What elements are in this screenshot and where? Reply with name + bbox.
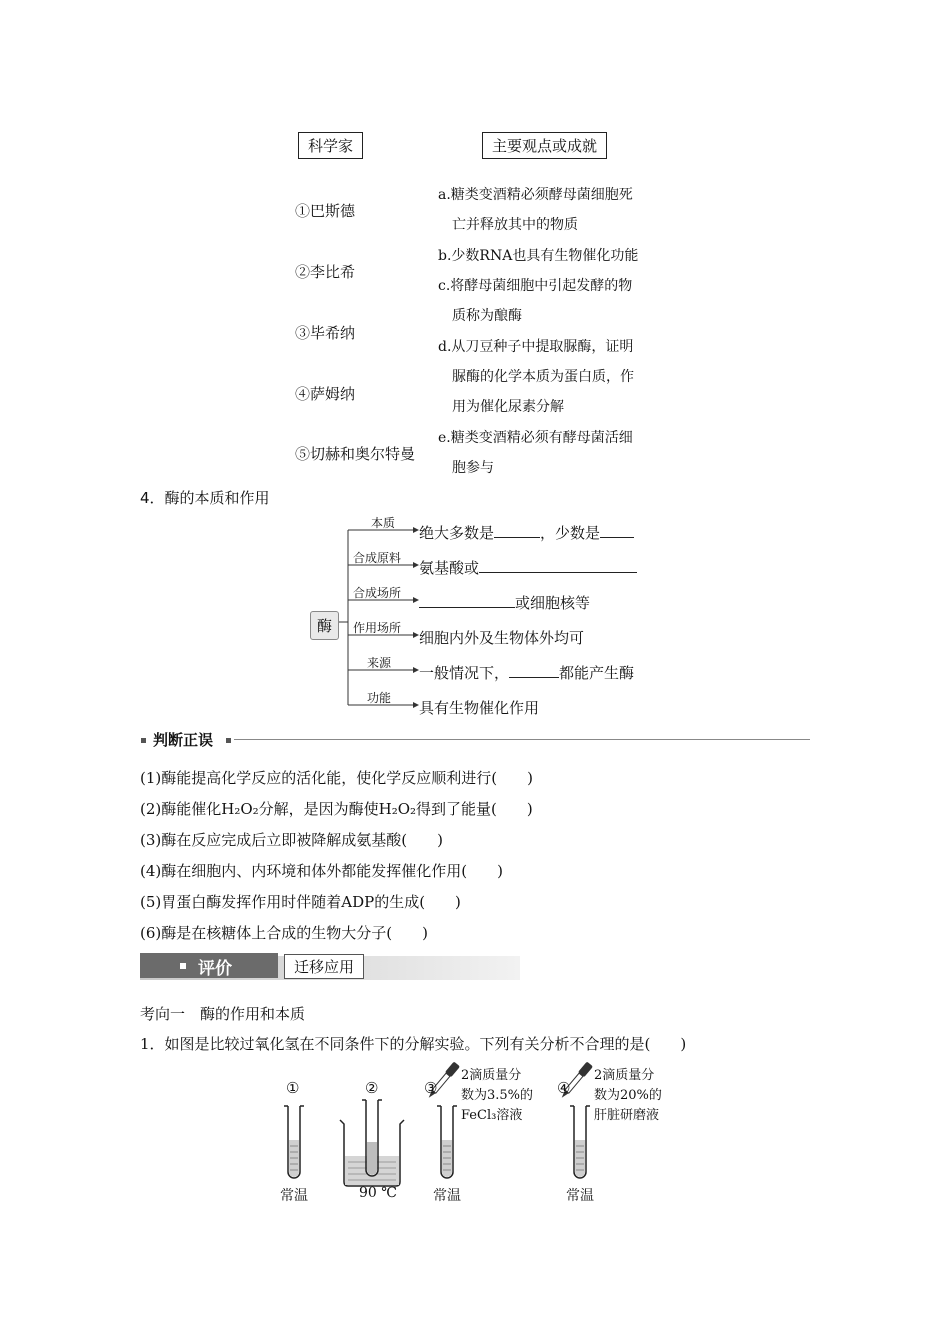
bullet-square (226, 738, 231, 743)
fill-blank[interactable] (419, 593, 515, 608)
row-label: 作用场所 (353, 621, 402, 635)
tube-number: ③ (424, 1079, 438, 1097)
achievement-line: 脲酶的化学本质为蛋白质，作 (452, 369, 634, 385)
banner-right-label: 迁移应用 (284, 954, 364, 979)
achievement-line: 用为催化尿素分解 (452, 399, 564, 415)
achievement-line: 质称为酿酶 (452, 308, 522, 324)
row-content-action-site: 细胞内外及生物体外均可 (419, 629, 585, 647)
reagent-line: 2滴质量分 (594, 1068, 655, 1083)
enzyme-center-box: 酶 (310, 611, 339, 640)
reagent-line: 2滴质量分 (461, 1068, 522, 1083)
row-label: 本质 (371, 516, 396, 530)
row-content-essence (419, 522, 634, 543)
row-label: 合成场所 (353, 586, 402, 600)
banner-left-label: 评价 (198, 959, 232, 979)
direction-title: 考向一 酶的作用和本质 (140, 1005, 306, 1023)
row-text: 或细胞核等 (515, 594, 591, 612)
row-label: 合成原料 (353, 551, 402, 565)
row-text: 都能产生酶 (559, 664, 635, 682)
header-achievement: 主要观点或成就 (482, 132, 607, 159)
row-label: 功能 (367, 691, 392, 705)
reagent-label-3 (461, 1066, 533, 1126)
achievement-line: c.将酵母菌细胞中引起发酵的物 (438, 278, 633, 294)
row-text: 一般情况下， (419, 664, 510, 682)
scientist-2: ②李比希 (295, 263, 356, 281)
achievement-line: 胞参与 (452, 460, 494, 476)
tube-condition: 90 ℃ (359, 1185, 397, 1201)
test-tube-4 (570, 1106, 590, 1178)
beaker-with-tube-2 (340, 1100, 404, 1186)
tube-number: ④ (557, 1079, 571, 1097)
judge-title: 判断正误 (153, 731, 214, 749)
achievement-line: a.糖类变酒精必须酵母菌细胞死 (438, 187, 633, 203)
row-content-material (419, 557, 637, 578)
row-text: 绝大多数是 (419, 524, 495, 542)
tube-number: ② (365, 1079, 379, 1097)
reagent-line: 数为20%的 (594, 1088, 662, 1103)
row-text: ，少数是 (540, 524, 601, 542)
achievement-line: d.从刀豆种子中提取脲酶，证明 (438, 339, 634, 355)
fill-blank[interactable] (479, 558, 637, 573)
reagent-line: 肝脏研磨液 (594, 1108, 660, 1123)
tube-condition: 常温 (433, 1188, 461, 1204)
header-scientist: 科学家 (298, 132, 363, 159)
fill-blank[interactable] (494, 523, 540, 538)
reagent-line: 数为3.5%的 (461, 1088, 534, 1103)
tube-number: ① (286, 1079, 300, 1097)
banner-left-block (140, 953, 278, 978)
divider (234, 739, 810, 740)
judge-item: (4)酶在细胞内、内环境和体外都能发挥催化作用( ) (140, 862, 503, 880)
scientist-5: ⑤切赫和奥尔特曼 (295, 445, 416, 463)
achievement-line: b.少数RNA也具有生物催化功能 (438, 248, 639, 264)
tube-condition: 常温 (280, 1188, 308, 1204)
section-4-title: 4．酶的本质和作用 (140, 489, 270, 507)
achievement-line: e.糖类变酒精必须有酵母菌活细 (438, 430, 633, 446)
judge-item: (3)酶在反应完成后立即被降解成氨基酸( ) (140, 831, 443, 849)
reagent-label-4 (594, 1066, 662, 1126)
judge-item: (2)酶能催化H₂O₂分解，是因为酶使H₂O₂得到了能量( ) (140, 800, 533, 818)
achievement-line: 亡并释放其中的物质 (452, 217, 578, 233)
question-text: 1．如图是比较过氧化氢在不同条件下的分解实验。下列有关分析不合理的是( ) (140, 1035, 687, 1053)
reagent-line: FeCl₃溶液 (461, 1108, 523, 1123)
test-tube-3 (437, 1106, 457, 1178)
scientist-3: ③毕希纳 (295, 324, 356, 342)
row-content-source (419, 662, 634, 683)
bullet-square (141, 738, 146, 743)
scientist-4: ④萨姆纳 (295, 385, 356, 403)
row-content-site (419, 592, 590, 613)
judge-item: (1)酶能提高化学反应的活化能，使化学反应顺利进行( ) (140, 769, 533, 787)
fill-blank[interactable] (509, 663, 559, 678)
judge-item: (6)酶是在核糖体上合成的生物大分子( ) (140, 924, 428, 942)
bullet-square (180, 963, 186, 969)
test-tube-1 (284, 1106, 304, 1178)
row-label: 来源 (367, 656, 392, 670)
fill-blank[interactable] (600, 523, 634, 538)
row-content-function: 具有生物催化作用 (419, 699, 540, 717)
row-text: 氨基酸或 (419, 559, 480, 577)
judge-item: (5)胃蛋白酶发挥作用时伴随着ADP的生成( ) (140, 893, 461, 911)
scientist-1: ①巴斯德 (295, 202, 356, 220)
tube-condition: 常温 (566, 1188, 594, 1204)
